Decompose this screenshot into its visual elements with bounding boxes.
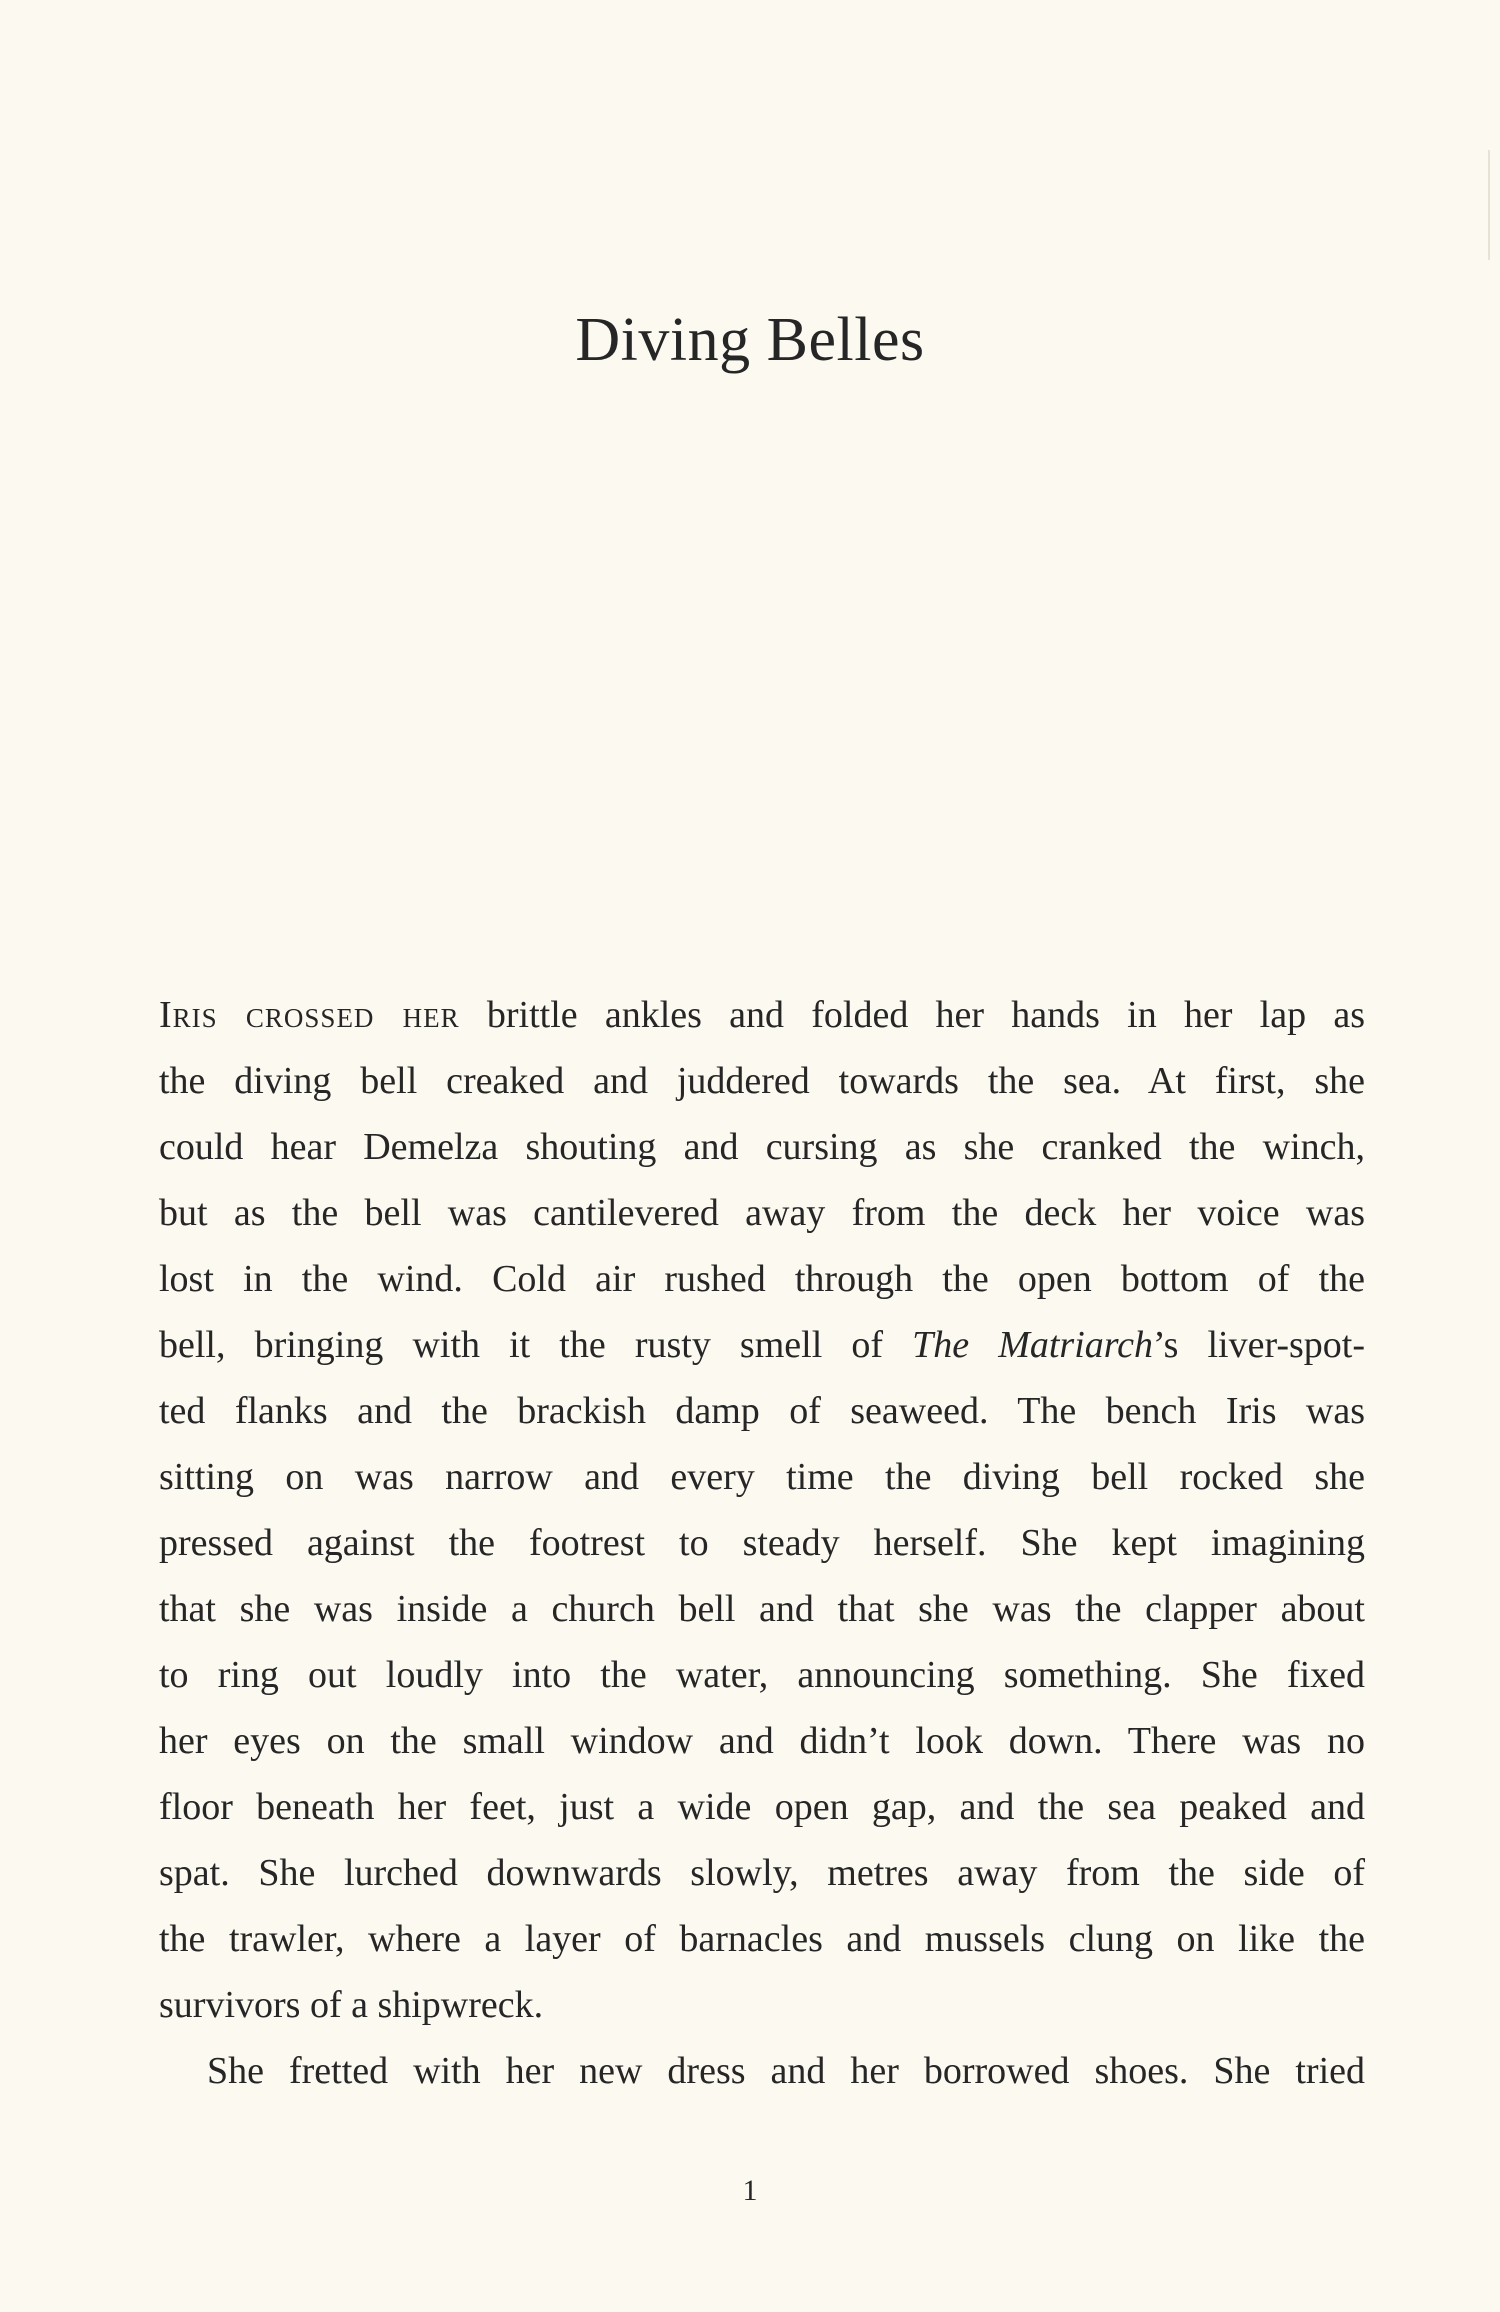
line-text: ’s liver-spot- bbox=[1153, 1324, 1365, 1366]
ship-name: The Matriarch bbox=[912, 1324, 1154, 1366]
chapter-title: Diving Belles bbox=[575, 306, 925, 374]
text-line: her eyes on the small window and didn’t look down. There was no bbox=[159, 1720, 1365, 1762]
text-line: but as the bell was cantilevered away from the deck her voice was bbox=[159, 1192, 1365, 1234]
text-line: sitting on was narrow and every time the diving bell rocked she bbox=[159, 1456, 1365, 1498]
text-line: to ring out loudly into the water, announcing something. She fixed bbox=[159, 1654, 1365, 1696]
text-line bbox=[159, 1312, 1365, 1378]
text-line: could hear Demelza shouting and cursing as she cranked the winch, bbox=[159, 1126, 1365, 1168]
text-line: the trawler, where a layer of barnacles and mussels clung on like the bbox=[159, 1918, 1365, 1960]
text-line bbox=[159, 982, 1365, 1048]
text-line: spat. She lurched downwards slowly, metres away from the side of bbox=[159, 1852, 1365, 1894]
line-text: bell, bringing with it the rusty smell of bbox=[159, 1324, 913, 1366]
body-text bbox=[159, 982, 1365, 2104]
text-line: survivors of a shipwreck. bbox=[159, 1984, 544, 2026]
opening-small-caps: Iris crossed her bbox=[159, 994, 460, 1036]
text-line: floor beneath her feet, just a wide open gap, and the sea peaked and bbox=[159, 1786, 1365, 1828]
text-line: She fretted with her new dress and her borrowed shoes. She tried bbox=[207, 2050, 1365, 2092]
text-line: ted flanks and the brackish damp of seaweed. The bench Iris was bbox=[159, 1390, 1365, 1432]
text-line: pressed against the footrest to steady herself. She kept imagining bbox=[159, 1522, 1365, 1564]
text-line: the diving bell creaked and juddered towards the sea. At first, she bbox=[159, 1060, 1365, 1102]
page-edge-mark bbox=[1488, 150, 1490, 260]
text-line: that she was inside a church bell and that she was the clapper about bbox=[159, 1588, 1365, 1630]
line-text: brittle ankles and folded her hands in her lap as bbox=[459, 994, 1365, 1036]
text-line: lost in the wind. Cold air rushed through the open bottom of the bbox=[159, 1258, 1365, 1300]
page-number: 1 bbox=[742, 2174, 758, 2207]
